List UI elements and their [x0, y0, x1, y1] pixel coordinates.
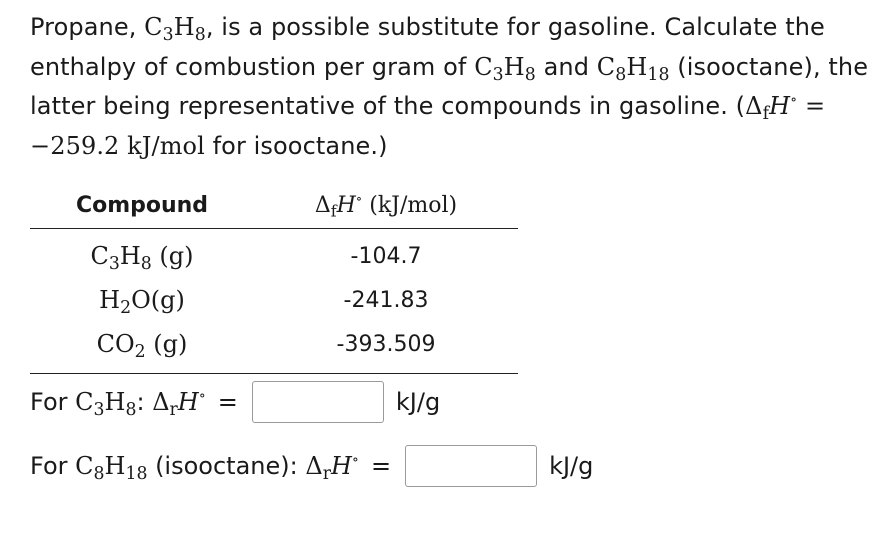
prompt-text: , is a possible substitute for gasoline. Calculate the enthalpy of combustion per gram of — [30, 13, 825, 81]
enthalpy-cell: -241.83 — [343, 287, 429, 313]
propane-formula — [144, 13, 206, 45]
formula-element: C — [144, 13, 163, 41]
formula-element: H — [99, 286, 121, 314]
answer-prefix: For — [30, 388, 68, 416]
compound-cell — [30, 278, 254, 322]
phase-label: (g) — [150, 286, 185, 314]
header-compound: Compound — [30, 182, 254, 229]
answer-row-isooctane — [30, 445, 593, 487]
answer-suffix: (isooctane): — [147, 452, 306, 480]
formula-subscript: 2 — [120, 297, 132, 318]
delta-symbol: Δ — [152, 388, 170, 416]
prompt-text: for isooctane.) — [204, 131, 388, 160]
unit-label: kJ/g — [395, 388, 441, 416]
formula-element: C — [75, 452, 94, 480]
table-row — [30, 229, 518, 279]
enthalpy-symbol: H — [330, 452, 352, 480]
formula-element: H — [104, 388, 126, 416]
answer-prefix: For — [30, 452, 68, 480]
enthalpy-cell: -104.7 — [350, 243, 422, 269]
propane-formula — [68, 388, 137, 420]
answer-suffix: : — [136, 388, 145, 416]
isooctane-formula — [68, 452, 148, 484]
answer-row-propane — [30, 381, 440, 423]
formula-subscript: 8 — [125, 399, 137, 420]
propane-enthalpy-input[interactable] — [252, 381, 384, 423]
formula-subscript: 3 — [492, 64, 504, 85]
prompt-text: and — [535, 52, 597, 81]
equals-sign: = — [217, 388, 238, 416]
propane-formula — [474, 52, 536, 85]
enthalpy-table-container — [30, 182, 518, 374]
reaction-subscript: r — [322, 463, 331, 484]
formula-element: C — [90, 242, 109, 270]
formula-subscript: 3 — [108, 253, 120, 274]
equals-sign: = — [370, 452, 392, 480]
formula-subscript: 8 — [615, 64, 627, 85]
formation-subscript: f — [330, 200, 337, 220]
table-row — [30, 322, 518, 374]
isooctane-enthalpy-value: = −259.2 kJ/mol — [30, 92, 826, 160]
table-header-row — [30, 182, 518, 229]
reaction-subscript: r — [169, 399, 178, 420]
formula-element: H — [626, 52, 648, 81]
standard-state-symbol: ∘ — [790, 91, 798, 108]
formula-subscript: 3 — [162, 24, 174, 45]
enthalpy-table — [30, 182, 518, 374]
compound-cell — [30, 322, 254, 374]
enthalpy-symbol: H — [177, 388, 199, 416]
formula-subscript: 8 — [140, 253, 152, 274]
isooctane-formula — [596, 52, 670, 85]
delta-symbol: Δ — [314, 192, 331, 218]
standard-state-symbol: ∘ — [351, 451, 359, 468]
formula-subscript: 8 — [524, 64, 536, 85]
unit-label: kJ/g — [549, 452, 594, 480]
formula-subscript: 18 — [647, 64, 670, 85]
prompt-text: (isooctane), the latter being representative of the compounds in gasoline. ( — [30, 52, 869, 120]
formula-element: H — [104, 452, 126, 480]
formula-element: H — [173, 13, 195, 41]
formation-subscript: f — [762, 103, 770, 124]
formula-subscript: 8 — [194, 24, 206, 45]
reaction-enthalpy-symbol — [305, 451, 359, 484]
delta-symbol: Δ — [305, 452, 323, 480]
phase-label: (g) — [151, 242, 194, 270]
enthalpy-symbol: H — [769, 92, 791, 120]
header-enthalpy — [254, 182, 518, 229]
formula-subscript: 18 — [125, 463, 148, 484]
formula-element: O — [131, 286, 151, 314]
delta-symbol: Δ — [745, 92, 763, 120]
formula-element: CO — [96, 330, 135, 358]
formula-subscript: 3 — [93, 399, 105, 420]
formula-element: C — [596, 52, 616, 81]
standard-state-symbol: ∘ — [355, 191, 363, 207]
question-prompt — [30, 8, 870, 166]
standard-state-symbol: ∘ — [198, 387, 206, 404]
enthalpy-symbol: H — [336, 192, 356, 218]
header-unit: (kJ/mol) — [362, 192, 458, 218]
formula-subscript: 8 — [93, 463, 105, 484]
formula-element: H — [119, 242, 141, 270]
formula-element: C — [75, 388, 94, 416]
isooctane-enthalpy-input[interactable] — [405, 445, 537, 487]
reaction-enthalpy-symbol — [145, 387, 206, 420]
table-row — [30, 278, 518, 322]
formula-element: H — [503, 52, 525, 81]
formula-element: C — [474, 52, 493, 81]
formula-subscript: 2 — [134, 341, 146, 362]
compound-cell — [30, 229, 254, 279]
prompt-text: Propane, — [30, 13, 145, 41]
enthalpy-cell: -393.509 — [254, 322, 518, 374]
phase-label: (g) — [145, 330, 188, 358]
